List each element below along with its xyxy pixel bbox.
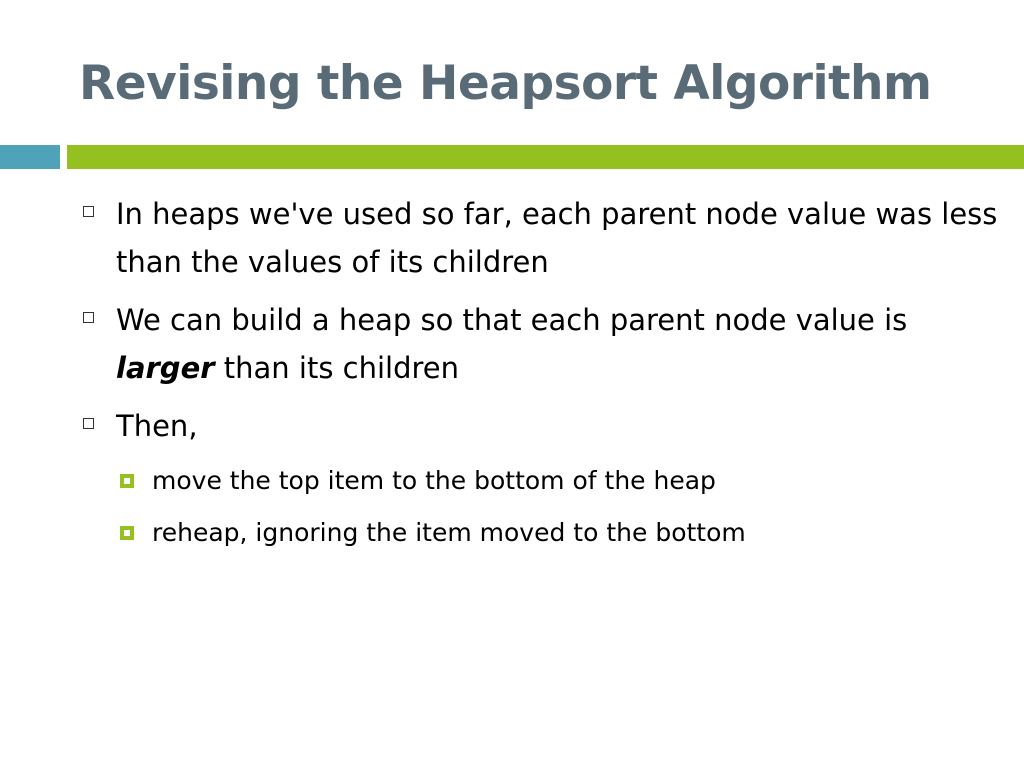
green-square-bullet-icon: [120, 474, 134, 488]
bullet-text: In heaps we've used so far, each parent node value was less than the values of its children: [116, 197, 998, 279]
title-rule-right: [67, 145, 1024, 169]
bullet-text: Then,: [116, 409, 198, 443]
hollow-square-bullet-icon: [83, 206, 94, 217]
slide-title: Revising the Heapsort Algorithm: [79, 56, 932, 111]
bullet-item: [78, 296, 998, 392]
sub-bullet-text: reheap, ignoring the item moved to the bottom: [152, 518, 746, 547]
bullet-text-after: than its children: [214, 351, 459, 385]
slide-body: [78, 190, 998, 564]
sub-bullet-item: [120, 460, 998, 502]
sub-bullet-item: [120, 512, 998, 554]
hollow-square-bullet-icon: [83, 312, 94, 323]
hollow-square-bullet-icon: [83, 418, 94, 429]
title-rule-left: [0, 145, 60, 169]
bullet-item: [78, 190, 998, 286]
bullet-item: [78, 402, 998, 450]
sub-bullet-text: move the top item to the bottom of the heap: [152, 466, 716, 495]
green-square-bullet-icon: [120, 526, 134, 540]
bullet-text-before: We can build a heap so that each parent node value is: [116, 303, 908, 337]
bullet-text-emphasis: larger: [116, 351, 215, 385]
bullet-text: [116, 296, 998, 392]
